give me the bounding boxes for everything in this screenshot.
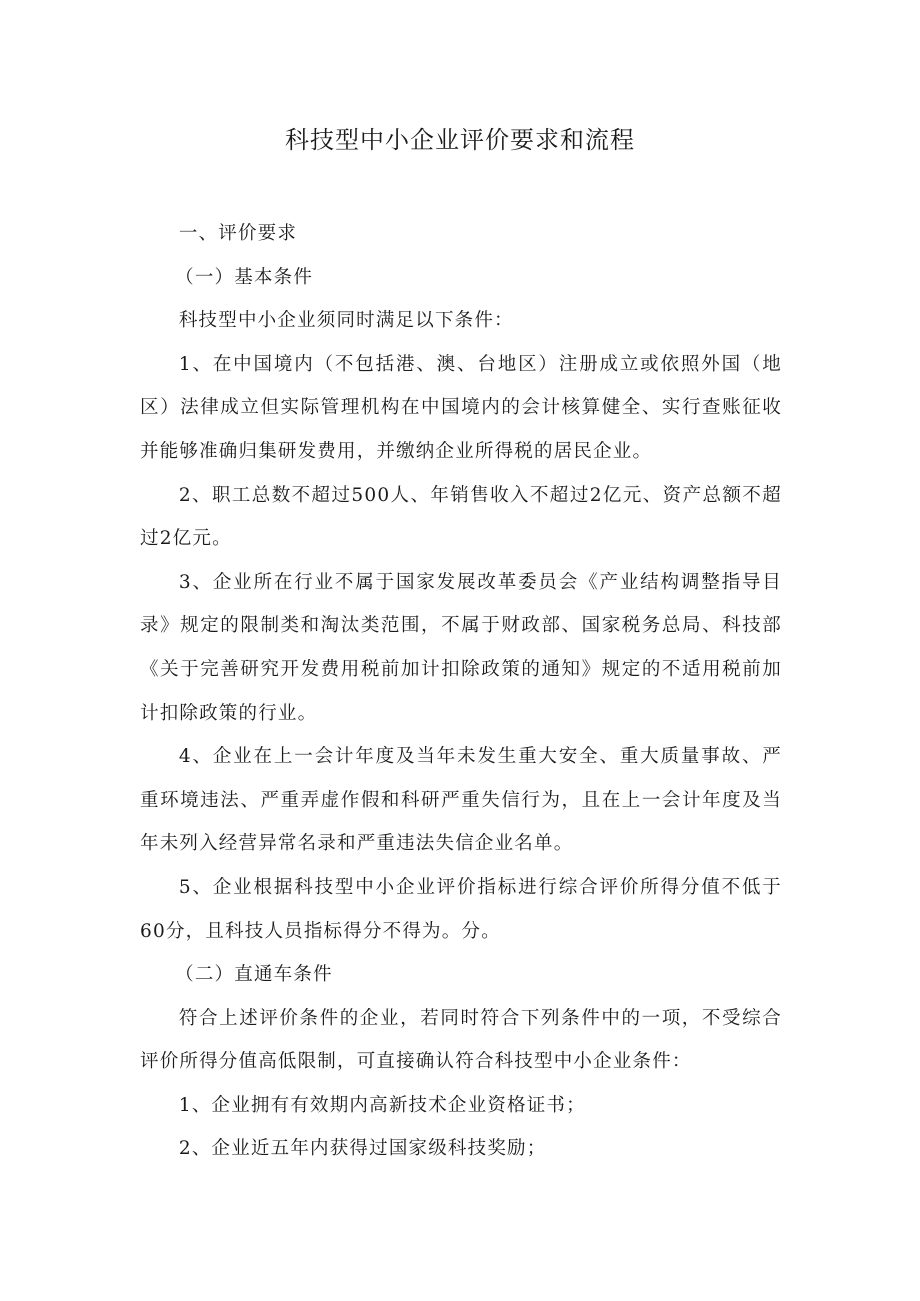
paragraph: 1、在中国境内（不包括港、澳、台地区）注册成立或依照外国（地区）法律成立但实际管理机构在中国境内的会计核算健全、实行查账征收并能够准确归集研发费用，并缴纳企业所得税的居民企业。 (140, 353, 782, 462)
subsection-heading: （二）直通车条件 (175, 964, 333, 986)
paragraph: 2、企业近五年内获得过国家级科技奖励； (178, 1138, 547, 1160)
document-body (140, 212, 782, 1171)
document-title: 科技型中小企业评价要求和流程 (285, 126, 635, 154)
paragraph: 4、企业在上一会计年度及当年未发生重大安全、重大质量事故、严重环境违法、严重弄虚作假和科研严重失信行为，且在上一会计年度及当年未列入经营异常名录和严重违法失信企业名单。 (140, 746, 782, 855)
paragraph: 科技型中小企业须同时满足以下条件： (178, 310, 514, 332)
paragraph: 1、企业拥有有效期内高新技术企业资格证书； (178, 1094, 586, 1116)
paragraph: 3、企业所在行业不属于国家发展改革委员会《产业结构调整指导目录》规定的限制类和淘汰类范围，不属于财政部、国家税务总局、科技部《关于完善研究开发费用税前加计扣除政策的通知》规定的不适用税前加计扣除政策的行业。 (140, 571, 782, 724)
paragraph: 2、职工总数不超过500人、年销售收入不超过2亿元、资产总额不超过2亿元。 (140, 484, 782, 550)
paragraph: 符合上述评价条件的企业，若同时符合下列条件中的一项，不受综合评价所得分值高低限制，可直接确认符合科技型中小企业条件： (140, 1007, 782, 1073)
section-heading: 一、评价要求 (178, 223, 298, 244)
subsection-heading: （一）基本条件 (175, 266, 314, 288)
paragraph: 5、企业根据科技型中小企业评价指标进行综合评价所得分值不低于60分，且科技人员指标得分不得为。分。 (140, 876, 782, 942)
